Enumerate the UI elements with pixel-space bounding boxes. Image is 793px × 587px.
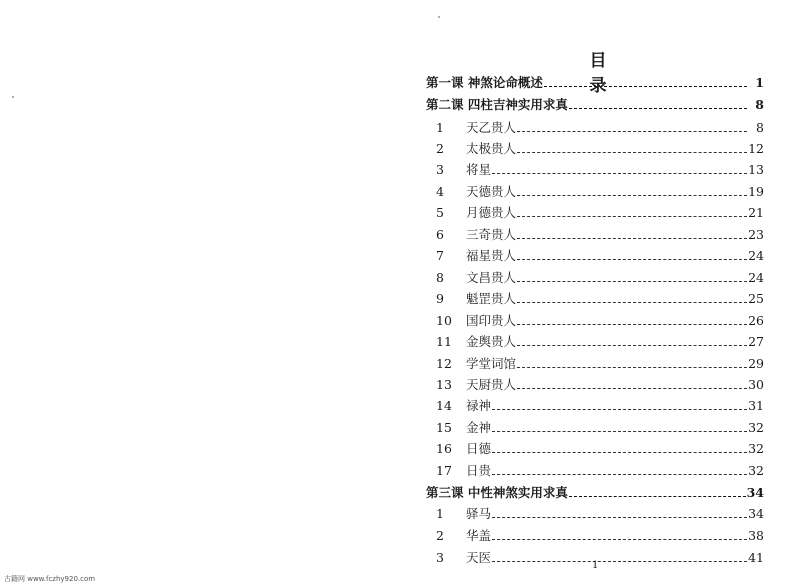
toc-entry-label: 第一课 神煞论命概述 [426, 75, 543, 90]
toc-dot-leader [492, 430, 747, 432]
toc-entry-page: 31 [748, 398, 764, 413]
toc-entry-page: 24 [748, 248, 764, 263]
toc-chapter-row [426, 480, 764, 500]
toc-dot-leader [492, 538, 747, 540]
toc-entry-page: 29 [748, 356, 764, 371]
toc-item-row [426, 115, 764, 135]
toc-dot-leader [544, 85, 747, 87]
toc-dot-leader [517, 215, 747, 217]
toc-item-row [426, 415, 764, 435]
toc-item-row [426, 265, 764, 285]
toc-entry-label: 太极贵人 [466, 141, 517, 156]
toc-item-row [426, 458, 764, 478]
toc-entry-label: 福星贵人 [466, 248, 517, 263]
toc-entry-number: 4 [436, 184, 444, 199]
toc-item-row [426, 372, 764, 392]
toc-dot-leader [517, 301, 747, 303]
toc-entry-page: 12 [748, 141, 764, 156]
toc-item-row [426, 393, 764, 413]
toc-item-row [426, 222, 764, 242]
toc-entry-number: 2 [436, 141, 444, 156]
toc-entry-number: 1 [436, 506, 444, 521]
toc-entry-label: 天乙贵人 [466, 120, 517, 135]
toc-dot-leader [492, 473, 747, 475]
scan-speck [12, 96, 14, 98]
toc-entry-label: 天德贵人 [466, 184, 517, 199]
toc-entry-number: 11 [436, 334, 452, 349]
toc-entry-page: 26 [748, 313, 764, 328]
toc-entry-number: 5 [436, 205, 444, 220]
toc-entry-page: 32 [748, 463, 764, 478]
toc-entry-number: 16 [436, 441, 452, 456]
toc-title: 目 录 [589, 51, 625, 96]
page-number: 1 [592, 560, 599, 571]
toc-item-row [426, 501, 764, 521]
toc-item-row [426, 157, 764, 177]
toc-entry-number: 10 [436, 313, 452, 328]
toc-dot-leader [569, 495, 746, 497]
toc-entry-page: 32 [748, 441, 764, 456]
toc-entry-label: 第二课 四柱吉神实用求真 [426, 97, 568, 112]
toc-entry-page: 30 [748, 377, 764, 392]
toc-entry-page: 8 [755, 97, 764, 112]
toc-entry-number: 6 [436, 227, 444, 242]
toc-dot-leader [517, 151, 747, 153]
toc-entry-number: 3 [436, 162, 444, 177]
toc-dot-leader [492, 451, 747, 453]
toc-entry-page: 24 [748, 270, 764, 285]
toc-dot-leader [517, 387, 747, 389]
toc-entry-number: 2 [436, 528, 444, 543]
toc-entry-label: 日德 [466, 441, 492, 456]
toc-entry-number: 7 [436, 248, 444, 263]
toc-dot-leader [517, 237, 747, 239]
toc-dot-leader [492, 560, 747, 562]
toc-entry-label: 日贵 [466, 463, 492, 478]
toc-entry-page: 23 [748, 227, 764, 242]
right-toc-page [396, 0, 793, 587]
toc-item-row [426, 136, 764, 156]
watermark-text: 古籍网 www.fczhy920.com [4, 575, 96, 583]
toc-dot-leader [492, 408, 747, 410]
toc-entry-number: 15 [436, 420, 452, 435]
toc-item-row [426, 243, 764, 263]
toc-entry-page: 38 [748, 528, 764, 543]
toc-entry-label: 将星 [466, 162, 492, 177]
toc-entry-number: 8 [436, 270, 444, 285]
toc-entry-label: 金神 [466, 420, 492, 435]
toc-entry-label: 华盖 [466, 528, 492, 543]
toc-dot-leader [492, 516, 747, 518]
toc-entry-page: 41 [748, 550, 764, 565]
scan-speck [438, 16, 440, 18]
toc-entry-number: 1 [436, 120, 444, 135]
toc-entry-label: 魁罡贵人 [466, 291, 517, 306]
toc-chapter-row [426, 92, 764, 112]
toc-entry-label: 文昌贵人 [466, 270, 517, 285]
toc-entry-number: 13 [436, 377, 452, 392]
toc-entry-page: 19 [748, 184, 764, 199]
toc-dot-leader [517, 323, 747, 325]
toc-entry-label: 禄神 [466, 398, 492, 413]
left-blank-page [0, 0, 396, 587]
toc-item-row [426, 179, 764, 199]
toc-entry-label: 驿马 [466, 506, 492, 521]
toc-entry-page: 1 [755, 75, 764, 90]
toc-entry-page: 25 [748, 291, 764, 306]
toc-entry-page: 13 [748, 162, 764, 177]
toc-entry-label: 月德贵人 [466, 205, 517, 220]
toc-entry-label: 天医 [466, 550, 492, 565]
toc-dot-leader [517, 130, 747, 132]
toc-dot-leader [517, 258, 747, 260]
toc-dot-leader [517, 194, 747, 196]
toc-entry-number: 14 [436, 398, 452, 413]
toc-item-row [426, 286, 764, 306]
toc-dot-leader [569, 107, 747, 109]
toc-entry-label: 第三课 中性神煞实用求真 [426, 485, 568, 500]
toc-entry-label: 三奇贵人 [466, 227, 517, 242]
toc-entry-page: 8 [756, 120, 764, 135]
toc-entry-page: 21 [748, 205, 764, 220]
toc-dot-leader [517, 366, 747, 368]
toc-entry-number: 12 [436, 356, 452, 371]
toc-entry-number: 17 [436, 463, 452, 478]
toc-entry-label: 国印贵人 [466, 313, 517, 328]
toc-item-row [426, 436, 764, 456]
toc-entry-page: 27 [748, 334, 764, 349]
toc-entry-label: 金舆贵人 [466, 334, 517, 349]
toc-entry-page: 32 [748, 420, 764, 435]
toc-entry-page: 34 [746, 485, 764, 500]
toc-entry-label: 学堂词馆 [466, 356, 517, 371]
toc-item-row [426, 200, 764, 220]
toc-chapter-row [426, 70, 764, 90]
toc-dot-leader [517, 280, 747, 282]
toc-entry-page: 34 [748, 506, 764, 521]
toc-item-row [426, 351, 764, 371]
toc-item-row [426, 523, 764, 543]
toc-dot-leader [492, 172, 747, 174]
toc-entry-number: 9 [436, 291, 444, 306]
toc-entry-label: 天厨贵人 [466, 377, 517, 392]
toc-entry-number: 3 [436, 550, 444, 565]
toc-item-row [426, 329, 764, 349]
toc-dot-leader [517, 344, 747, 346]
toc-item-row [426, 308, 764, 328]
